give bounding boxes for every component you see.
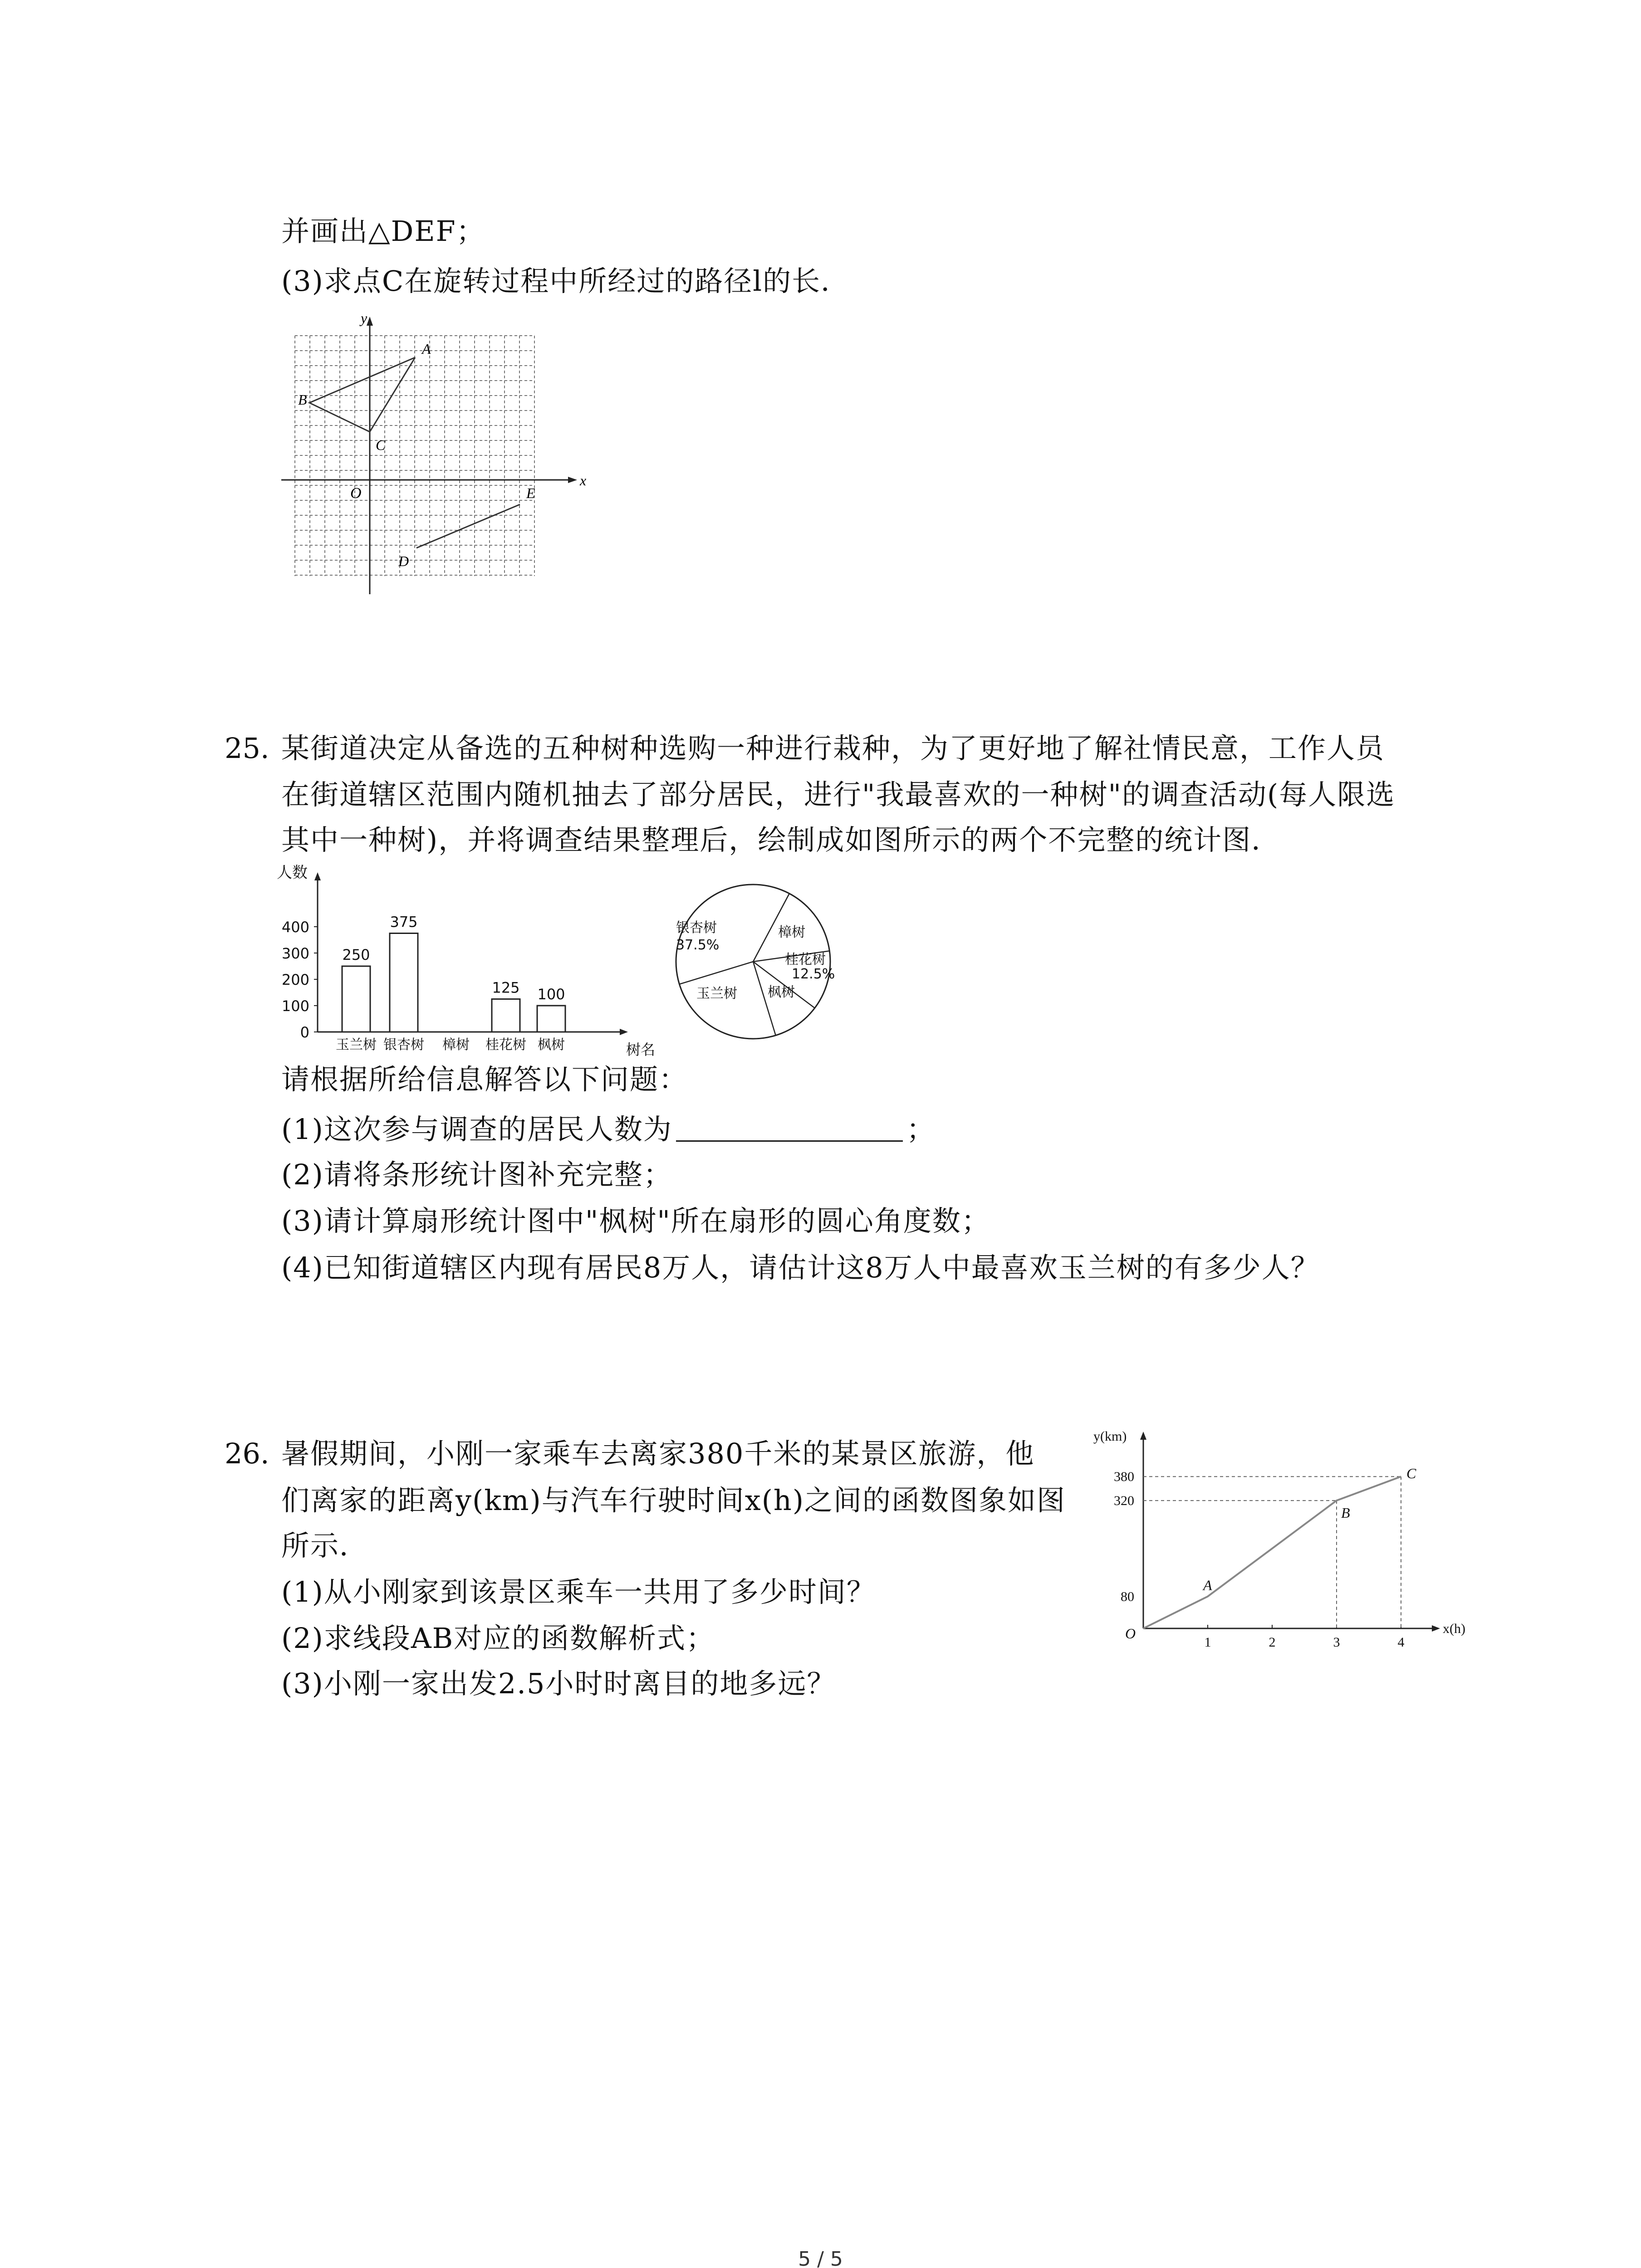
q26-sub3: (3)小刚一家出发2.5小时时离目的地多远？: [281, 1667, 836, 1700]
bar-value-label: 375: [390, 913, 418, 931]
pie-chart: [662, 878, 853, 1050]
page-number: 5 / 5: [798, 2248, 843, 2268]
bar-1: [390, 934, 418, 1032]
q25-sub1: [281, 1111, 936, 1148]
bar-ytick-label: 400: [281, 919, 309, 936]
q26-text-1: 暑假期间，小刚一家乘车去离家380千米的某景区旅游，他: [281, 1437, 1035, 1470]
bar-y-arrow: [314, 872, 321, 880]
bar-category-label: 玉兰树: [336, 1037, 377, 1053]
pie-label: 枫树: [768, 984, 795, 1000]
bar-xlabel: 树名: [626, 1041, 656, 1058]
point-a-label: A: [422, 341, 431, 357]
q25-text-3: 其中一种树)，并将调查结果整理后，绘制成如图所示的两个不完整的统计图．: [281, 823, 1281, 856]
bar-4: [537, 1006, 565, 1032]
q24-line-b: (3)求点C在旋转过程中所经过的路径l的长．: [281, 264, 850, 298]
line-series: [1143, 1476, 1401, 1628]
bar-ytick-label: 200: [281, 971, 309, 988]
bar-chart: [254, 864, 656, 1064]
q26-number: 26.: [225, 1437, 269, 1470]
bar-value-label: 100: [537, 986, 565, 1003]
pie-label: 桂花树: [785, 952, 826, 968]
point-b-label: B: [298, 391, 307, 408]
q25-prompt: 请根据所给信息解答以下问题：: [281, 1063, 688, 1096]
q25-sub1-prefix: (1)这次参与调查的居民人数为: [281, 1113, 672, 1146]
bar-ylabel: 人数: [277, 864, 308, 882]
line-point-b-label: B: [1341, 1505, 1350, 1521]
y-axis-label: y: [361, 310, 367, 326]
bar-ytick-label: 100: [281, 997, 309, 1015]
pie-label: 37.5%: [676, 937, 720, 953]
point-e-label: E: [526, 485, 535, 501]
line-chart: [1089, 1424, 1479, 1660]
line-y-arrow: [1140, 1432, 1146, 1440]
line-xtick-label: 1: [1204, 1635, 1211, 1650]
bar-ytick-label: 0: [300, 1024, 309, 1041]
line-x-arrow: [1432, 1625, 1440, 1632]
bar-value-label: 250: [342, 946, 370, 963]
q26-sub2: (2)求线段AB对应的函数解析式；: [281, 1622, 715, 1655]
bar-category-label: 桂花树: [485, 1037, 526, 1053]
q26-text-2: 们离家的距离y(km)与汽车行驶时间x(h)之间的函数图象如图: [281, 1484, 1066, 1517]
q25-sub3: (3)请计算扇形统计图中"枫树"所在扇形的圆心角度数；: [281, 1204, 990, 1237]
answer-blank[interactable]: [676, 1115, 903, 1142]
q25-text-1: 某街道决定从备选的五种树种选购一种进行栽种，为了更好地了解社情民意，工作人员: [281, 732, 1385, 765]
line-xlabel: x(h): [1443, 1621, 1465, 1636]
coordinate-grid-figure: [272, 308, 603, 599]
pie-label: 银杏树: [676, 920, 717, 936]
q26-sub1: (1)从小刚家到该景区乘车一共用了多少时间？: [281, 1575, 876, 1608]
q25-sub4: (4)已知街道辖区内现有居民8万人，请估计这8万人中最喜欢玉兰树的有多少人？: [281, 1251, 1320, 1284]
pie-label: 玉兰树: [696, 986, 737, 1002]
origin-label: O: [350, 485, 362, 502]
q24-line-a: 并画出△DEF；: [281, 215, 485, 248]
q26-text-3: 所示．: [281, 1529, 369, 1562]
point-c-label: C: [376, 437, 386, 453]
line-xtick-label: 3: [1333, 1635, 1340, 1650]
point-d-label: D: [398, 553, 409, 569]
line-xtick-label: 4: [1397, 1635, 1405, 1650]
line-origin-label: O: [1125, 1625, 1136, 1642]
line-point-c-label: C: [1406, 1465, 1416, 1482]
q25-text-2: 在街道辖区范围内随机抽去了部分居民，进行"我最喜欢的一种树"的调查活动(每人限选: [281, 778, 1396, 811]
line-xtick-label: 2: [1269, 1635, 1276, 1650]
line-point-a-label: A: [1203, 1577, 1212, 1593]
bar-category-label: 银杏树: [383, 1037, 424, 1053]
q25-sub1-suffix: ；: [906, 1113, 936, 1146]
q25-number: 25.: [225, 732, 269, 765]
line-ytick-label: 380: [1114, 1469, 1134, 1485]
bar-3: [492, 999, 520, 1032]
line-ytick-label: 320: [1114, 1493, 1134, 1509]
bar-x-arrow: [620, 1029, 628, 1035]
pie-label: 12.5%: [792, 966, 835, 982]
x-axis-label: x: [580, 472, 587, 489]
bar-category-label: 枫树: [538, 1037, 565, 1053]
line-ylabel: y(km): [1093, 1429, 1127, 1444]
bar-ytick-label: 300: [281, 945, 309, 962]
bar-value-label: 125: [492, 979, 520, 997]
bar-0: [342, 966, 370, 1032]
q25-sub2: (2)请将条形统计图补充完整；: [281, 1158, 672, 1191]
line-ytick-label: 80: [1121, 1589, 1134, 1604]
bar-category-label: 樟树: [442, 1037, 470, 1053]
pie-label: 樟树: [778, 924, 805, 940]
